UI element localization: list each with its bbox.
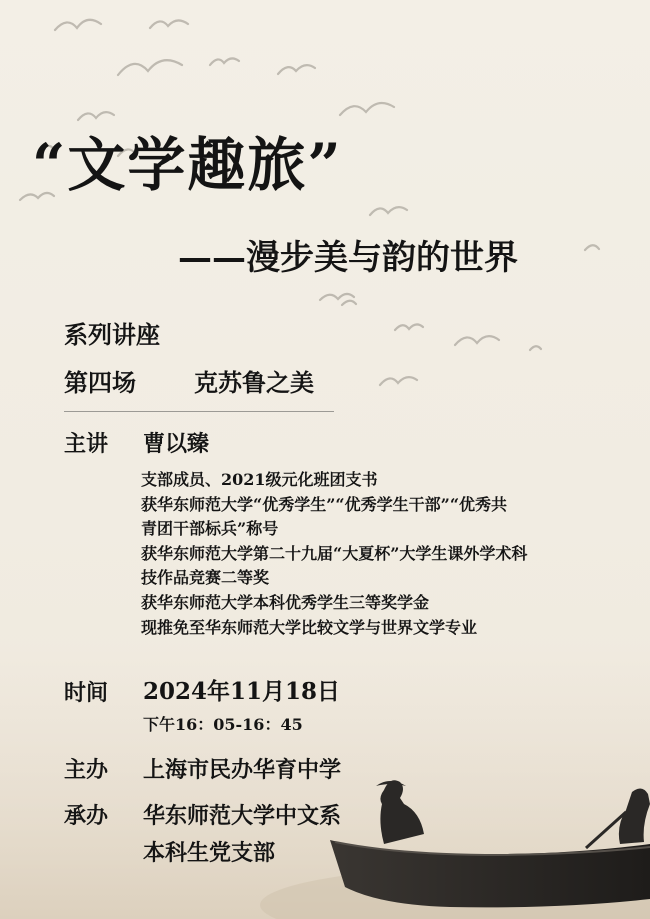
host-name: 上海市民办华育中学 xyxy=(143,757,342,783)
credential-line: 技作品竞赛二等奖 xyxy=(141,568,270,588)
poster-title: “文学趣旅” xyxy=(32,131,343,199)
time-label: 时间 xyxy=(64,680,109,706)
event-time-slot: 下午16：05-16：45 xyxy=(143,715,303,734)
credential-line: 获华东师范大学第二十九届“大夏杯”大学生课外学术科 xyxy=(141,543,528,563)
organizer-line: 华东师范大学中文系 xyxy=(143,803,342,829)
credential-line: 现推免至华东师范大学比较文学与世界文学专业 xyxy=(141,617,478,637)
speaker-label: 主讲 xyxy=(64,431,109,457)
poster-subtitle: ——漫步美与韵的世界 xyxy=(178,238,518,278)
series-label: 系列讲座 xyxy=(64,320,160,349)
credential-line: 青团干部标兵”称号 xyxy=(141,519,279,539)
session-topic: 克苏鲁之美 xyxy=(194,368,314,397)
speaker-name: 曹以臻 xyxy=(143,431,210,457)
credential-line: 获华东师范大学本科优秀学生三等奖学金 xyxy=(141,592,430,612)
speaker-credentials xyxy=(141,468,636,640)
session-line xyxy=(64,366,314,400)
event-date: 2024年11月18日 xyxy=(143,678,341,705)
divider-line xyxy=(64,411,334,412)
organizer-line: 本科生党支部 xyxy=(143,840,276,866)
credential-line: 支部成员、2021级元化班团支书 xyxy=(141,470,378,489)
host-label: 主办 xyxy=(64,757,109,783)
credential-line: 获华东师范大学“优秀学生”“优秀学生干部”“优秀共 xyxy=(141,494,508,514)
organizer-label: 承办 xyxy=(64,803,109,829)
session-number: 第四场 xyxy=(64,368,136,397)
